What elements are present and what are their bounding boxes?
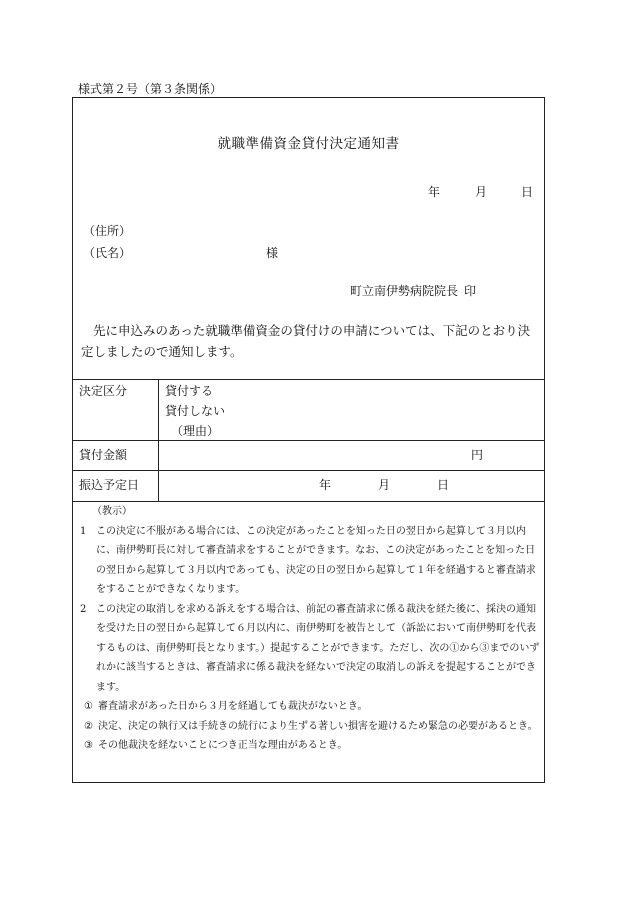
- amount-unit: 円: [471, 448, 484, 462]
- instruction-number: 2: [80, 603, 87, 615]
- issuer-seal: 印: [464, 284, 477, 298]
- table-top-border: [73, 379, 544, 380]
- document-title: 就職準備資金貸付決定通知書: [217, 136, 400, 152]
- date-day: 日: [521, 185, 534, 199]
- subitem-text: その他裁決を経ないことにつき正当な理由があるとき。: [98, 740, 348, 751]
- honorific-label: 様: [266, 246, 279, 260]
- table-divider-2: [73, 470, 544, 471]
- transfer-month: 月: [378, 478, 391, 492]
- subitem-text: 審査請求があった日から３月を経過しても裁決がないとき。: [98, 701, 368, 712]
- transfer-date-label: 振込予定日: [79, 478, 140, 492]
- decision-option-lend: 貸付する: [165, 384, 214, 398]
- table-column-divider: [158, 379, 159, 501]
- subitem-number: ③: [84, 740, 93, 751]
- form-number-label: 様式第２号（第３条関係）: [78, 82, 223, 96]
- instructions-section: [80, 502, 540, 756]
- instruction-subitem: [80, 736, 540, 756]
- instruction-subitem: [80, 697, 540, 717]
- instruction-text: この決定の取消しを求める訴えをする場合は、前記の審査請求に係る裁決を経た後に、採決の通知を受けた日の翌日から起算して６月以内に、南伊勢町を被告として（訴訟において南伊勢町を代表するものは、南伊勢町長となります。）提起することができます。ただし、次の①から③までのいずれかに該当するときは、審査請求に係る裁決を経ないで決定の取消しの訴えを提起することができます。: [96, 603, 540, 693]
- date-month: 月: [475, 185, 488, 199]
- name-label: （氏名）: [83, 246, 132, 260]
- issuer-name: 町立南伊勢病院院長: [350, 284, 459, 298]
- table-divider-1: [73, 440, 544, 441]
- decision-reason: （理由）: [171, 424, 220, 438]
- instruction-number: 1: [80, 525, 87, 537]
- decision-label: 決定区分: [79, 384, 128, 398]
- notice-frame: [72, 97, 545, 783]
- transfer-year: 年: [319, 478, 332, 492]
- decision-option-not-lend: 貸付しない: [165, 404, 226, 418]
- amount-label: 貸付金額: [79, 448, 128, 462]
- transfer-day: 日: [437, 478, 450, 492]
- instructions-heading: （教示）: [92, 506, 132, 517]
- address-label: （住所）: [83, 224, 132, 238]
- subitem-number: ①: [84, 701, 93, 712]
- instruction-text: この決定に不服がある場合には、この決定があったことを知った日の翌日から起算して３月以内に、南伊勢町長に対して審査請求をすることができます。なお、この決定があったことを知った日の翌日から起算して３月以内であっても、決定の日の翌日から起算して１年を経過すると審査請求をすることができなくなります。: [96, 525, 536, 595]
- notice-paragraph: 先に申込みのあった就職準備資金の貸付けの申請については、下記のとおり決定しましたので通知します。: [81, 323, 531, 359]
- date-year: 年: [428, 185, 441, 199]
- instruction-item: [80, 522, 540, 600]
- instruction-item: [80, 600, 540, 698]
- subitem-text: 決定、決定の執行又は手続きの続行により生ずる著しい損害を避けるため緊急の必要があるとき。: [98, 720, 538, 732]
- instruction-subitem: [80, 717, 540, 737]
- subitem-number: ②: [84, 720, 93, 732]
